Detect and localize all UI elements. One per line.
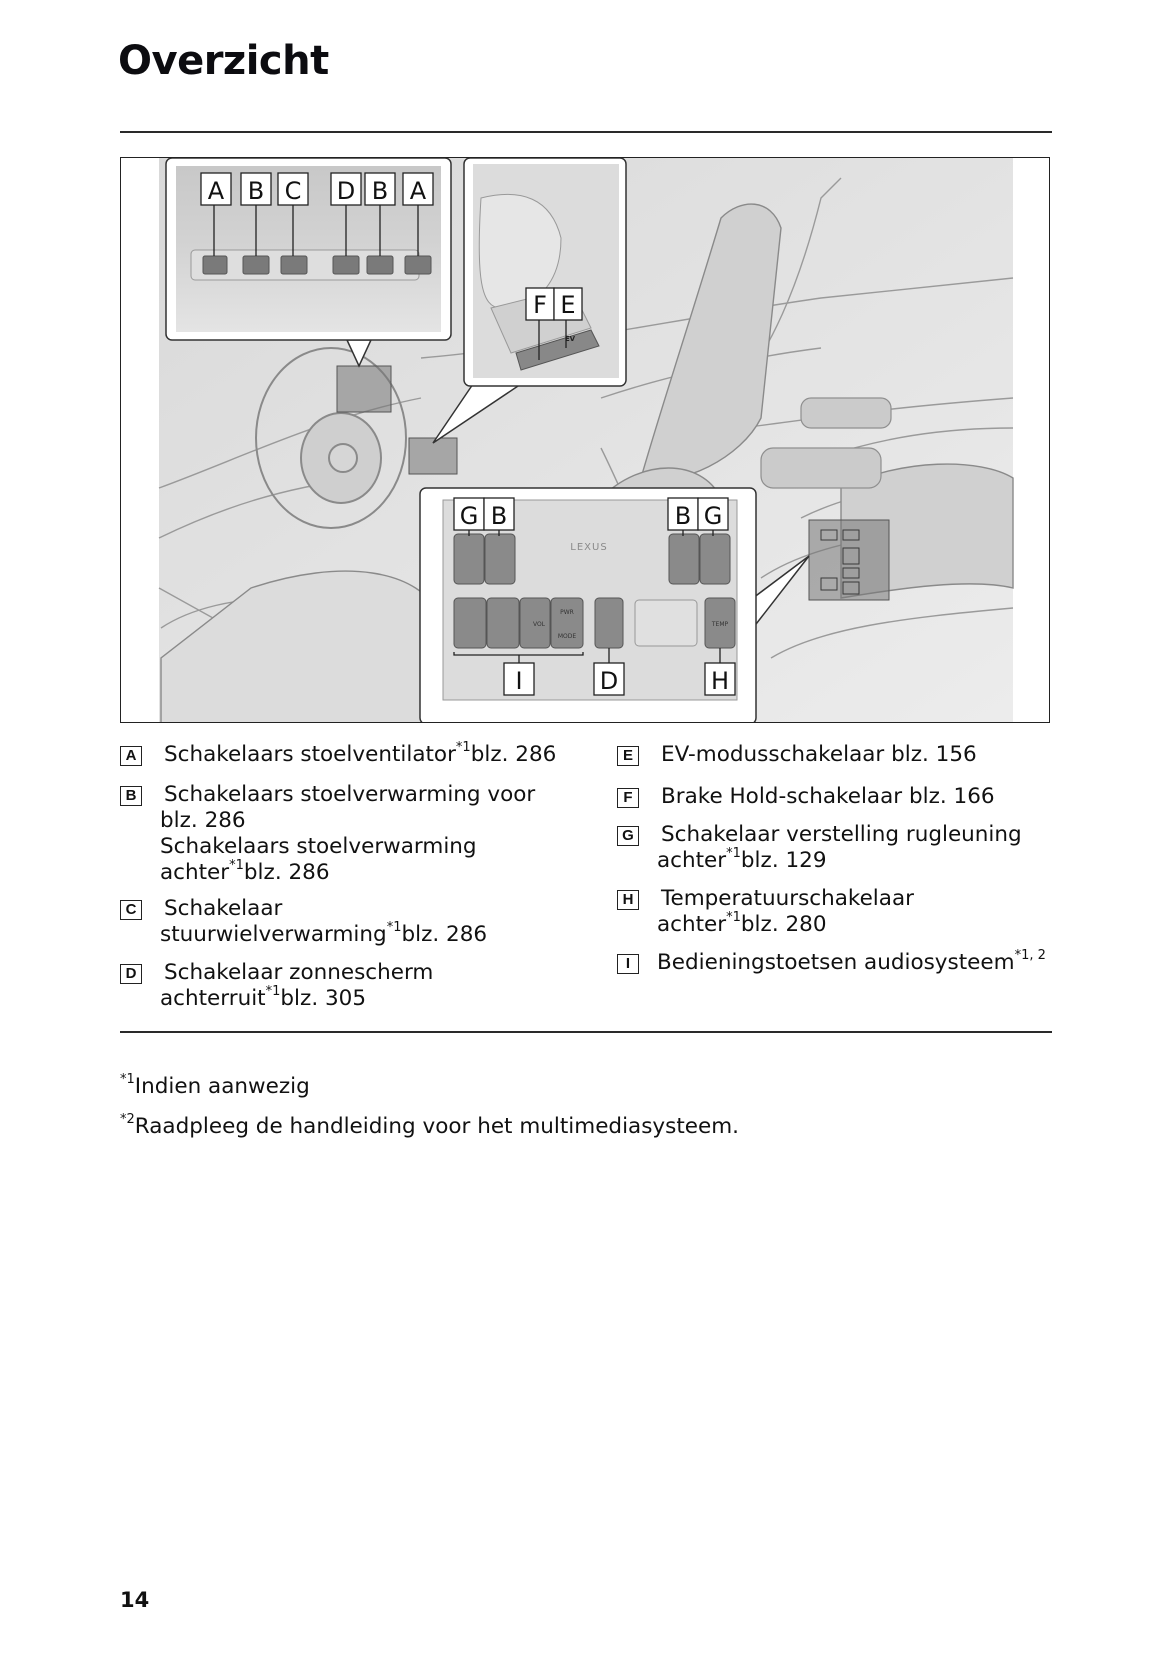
- page-ref-link[interactable]: blz. 286: [470, 742, 557, 767]
- key-badge-d: D: [120, 964, 142, 984]
- ev-button-label: EV: [564, 335, 576, 343]
- key-badge-c: C: [120, 900, 142, 920]
- temp-label: TEMP: [711, 621, 729, 628]
- footnote-2: $^{*2}$Raadpleeg de handleiding voor het multimediasysteem.: [120, 1111, 740, 1139]
- key-badge-a: A: [120, 746, 142, 766]
- legend-item-a: A Schakelaars stoelventilator$^{*1}$blz. 286: [120, 742, 556, 768]
- callout-c: C: [284, 177, 302, 205]
- page-ref-link[interactable]: blz. 305: [280, 986, 367, 1011]
- callout-a-2: A: [409, 177, 427, 205]
- legend-item-f: F Brake Hold-schakelaar blz. 166: [617, 784, 995, 810]
- callout-h: H: [710, 667, 730, 695]
- legend-divider: [120, 1031, 1052, 1033]
- key-badge-e: E: [617, 746, 639, 766]
- callout-f: F: [533, 291, 547, 319]
- key-badge-g: G: [617, 826, 639, 846]
- callout-b-1: B: [247, 177, 265, 205]
- legend-item-h: H Temperatuurschakelaar achter$^{*1}$blz. 280: [617, 886, 914, 938]
- legend-item-i: I Bedieningstoetsen audiosysteem$^{*1, 2}$: [617, 950, 1046, 976]
- inset-front-switches: [166, 158, 451, 366]
- callout-b-4: B: [674, 502, 692, 530]
- legend-item-b: B Schakelaars stoelverwarming voor blz. 286 Schakelaars stoelverwarming achter$^{*1}$blz. 286: [120, 782, 535, 886]
- footnote-1: $^{*1}$Indien aanwezig: [120, 1071, 310, 1099]
- callout-b-3: B: [490, 502, 508, 530]
- top-divider: [120, 131, 1052, 133]
- vol-label: VOL: [532, 621, 546, 628]
- legend-item-d: D Schakelaar zonnescherm achterruit$^{*1}$blz. 305: [120, 960, 433, 1012]
- key-badge-b: B: [120, 786, 142, 806]
- page-ref-link[interactable]: blz. 129: [740, 848, 827, 873]
- brand-logo: LEXUS: [570, 542, 608, 553]
- page-ref-link[interactable]: blz. 280: [740, 912, 827, 937]
- callout-i: I: [515, 667, 523, 695]
- key-badge-i: I: [617, 954, 639, 974]
- legend-item-c: C Schakelaar stuurwielverwarming$^{*1}$blz. 286: [120, 896, 487, 948]
- page-ref-link[interactable]: blz. 286: [160, 808, 246, 833]
- legend-item-e: E EV-modusschakelaar blz. 156: [617, 742, 977, 768]
- pwr-label: PWR: [560, 609, 574, 616]
- callout-g-1: G: [459, 502, 479, 530]
- callout-g-2: G: [703, 502, 723, 530]
- mode-label: MODE: [557, 633, 577, 640]
- key-badge-h: H: [617, 890, 639, 910]
- callout-a-1: A: [207, 177, 225, 205]
- inset-rear-armrest-panel: [420, 488, 809, 723]
- page-ref-link[interactable]: blz. 286: [243, 860, 330, 885]
- key-badge-f: F: [617, 788, 639, 808]
- legend-item-g: G Schakelaar verstelling rugleuning achter$^{*1}$blz. 129: [617, 822, 1022, 874]
- page-ref-link[interactable]: blz. 286: [401, 922, 488, 947]
- page-title: Overzicht: [118, 38, 329, 84]
- footnotes: [120, 1067, 739, 1147]
- callout-d-2: D: [599, 667, 619, 695]
- legend: [120, 739, 1052, 1032]
- callout-e: E: [560, 291, 576, 319]
- callout-d-1: D: [336, 177, 356, 205]
- callout-b-2: B: [371, 177, 389, 205]
- page-number: 14: [120, 1588, 150, 1612]
- interior-illustration: [120, 157, 1050, 723]
